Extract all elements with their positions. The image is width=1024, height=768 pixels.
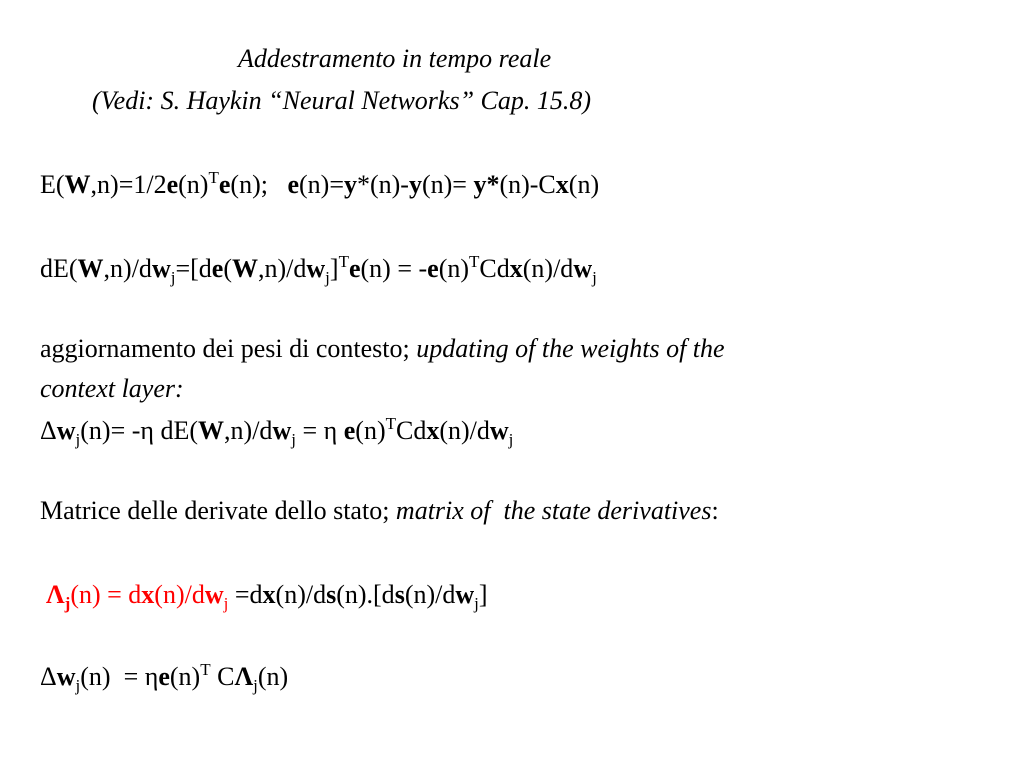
eq2-W: W [77, 254, 104, 283]
eq1-y: y [343, 170, 357, 199]
eq2-text: =[d [175, 254, 212, 283]
eq1-text: (n)= [421, 170, 474, 199]
eq1-text: (n)-C [499, 170, 556, 199]
eq5-text: C [210, 662, 235, 691]
eq3-subscript-j: j [508, 430, 514, 449]
eq5-eta-symbol: η [144, 662, 159, 691]
eq5-text: (n) [257, 662, 289, 691]
eq3-text: (n)= - [80, 416, 141, 445]
eq4-text: ] [478, 580, 488, 609]
eq5-text: (n) = [80, 662, 145, 691]
eq3-transpose: T [385, 414, 396, 433]
para1-english-text: updating of the weights of the [416, 334, 725, 363]
eq4-text: (n)/d [275, 580, 327, 609]
eq1-e: e [287, 170, 299, 199]
eq1-x: x [555, 170, 569, 199]
eq5-w: w [56, 662, 76, 691]
slide-subtitle [92, 84, 591, 118]
eq4-red-text: (n) = d [70, 580, 142, 609]
eq3-subscript-j: j [291, 430, 296, 449]
eq4-text: (n).[d [336, 580, 395, 609]
eq2-W: W [232, 254, 258, 283]
eq2-x: x [509, 254, 523, 283]
eq5-transpose: T [200, 660, 211, 679]
eq1-e: e [166, 170, 179, 199]
eq3-x: x [426, 416, 440, 445]
equation-final-update [40, 660, 288, 694]
title-line-2: (Vedi: S. Haykin “Neural Networks” Cap. 15.8) [92, 86, 592, 115]
eq3-eta-symbol: η [140, 416, 154, 445]
eq2-text: dE( [40, 254, 78, 283]
para1-italian-text: aggiornamento dei pesi di contesto; [40, 334, 417, 363]
eq5-subscript-j: j [253, 676, 258, 695]
eq2-text: (n) = - [360, 254, 428, 283]
eq1-text: (n) [178, 170, 209, 199]
eq2-text: (n)/d [522, 254, 574, 283]
eq1-y-star: y* [473, 170, 500, 199]
eq2-transpose: T [469, 252, 480, 271]
para2-italian-text: Matrice delle derivate dello stato; [40, 496, 396, 525]
eq1-text: (n) [568, 170, 600, 199]
eq3-text: Cd [396, 416, 427, 445]
eq1-W: W [64, 170, 91, 199]
eq2-transpose: T [338, 252, 349, 271]
eq1-text: (n); [230, 170, 288, 199]
eq3-delta-symbol: Δ [40, 416, 57, 445]
eq4-lambda-symbol: Λ [46, 580, 65, 609]
eq5-subscript-j: j [75, 676, 81, 695]
eq3-eta-symbol: η [323, 416, 338, 445]
eq4-w: w [204, 580, 224, 609]
eq4-s: s [326, 580, 337, 609]
eq2-subscript-j: j [170, 268, 176, 287]
paragraph-context-update [40, 332, 725, 366]
para1-english-text-cont: context layer: [40, 374, 184, 403]
eq2-text: (n) [438, 254, 470, 283]
eq4-subscript-j: j [64, 594, 71, 613]
eq4-text: =d [228, 580, 263, 609]
eq2-w: w [151, 254, 171, 283]
eq3-text: (n) [355, 416, 386, 445]
eq4-red-text: (n)/d [154, 580, 205, 609]
eq3-text: (n)/d [439, 416, 490, 445]
eq4-text: (n)/d [404, 580, 456, 609]
eq2-text: ] [329, 254, 339, 283]
eq1-text: (n)= [299, 170, 344, 199]
eq3-e: e [343, 416, 356, 445]
eq2-w: w [573, 254, 593, 283]
eq5-delta-symbol: Δ [40, 662, 57, 691]
eq3-w: w [56, 416, 76, 445]
eq1-text: E( [40, 170, 65, 199]
eq4-w: w [455, 580, 475, 609]
eq1-text: ,n)=1/2 [90, 170, 167, 199]
eq4-subscript-j: j [474, 594, 479, 613]
para2-colon: : [711, 496, 719, 525]
eq5-text: (n) [169, 662, 201, 691]
eq2-w: w [306, 254, 326, 283]
equation-error [40, 168, 599, 202]
title-line-1: Addestramento in tempo reale [238, 44, 552, 73]
eq5-e: e [158, 662, 170, 691]
eq4-s: s [394, 580, 405, 609]
equation-state-matrix [46, 578, 488, 612]
eq2-subscript-j: j [592, 268, 597, 287]
eq3-w: w [272, 416, 292, 445]
eq2-text: ,n)/d [258, 254, 307, 283]
paragraph-state-derivatives [40, 494, 719, 528]
eq4-x: x [141, 580, 155, 609]
eq1-e: e [218, 170, 231, 199]
eq3-subscript-j: j [75, 430, 81, 449]
eq3-w: w [489, 416, 509, 445]
eq2-text: ( [223, 254, 232, 283]
equation-gradient [40, 252, 597, 286]
eq2-text: ,n)/d [103, 254, 152, 283]
eq4-x: x [262, 580, 276, 609]
paragraph-context-update-cont [40, 372, 184, 406]
eq3-text: = [295, 416, 324, 445]
eq1-transpose: T [208, 168, 219, 187]
eq2-e: e [211, 254, 224, 283]
slide-title [238, 42, 551, 76]
eq3-W: W [198, 416, 225, 445]
eq5-lambda-symbol: Λ [234, 662, 254, 691]
equation-weight-update [40, 414, 513, 448]
eq1-y: y [408, 170, 422, 199]
para2-english-text: matrix of the state derivatives [395, 496, 712, 525]
eq2-subscript-j: j [325, 268, 330, 287]
eq3-text: ,n)/d [224, 416, 273, 445]
eq1-text: *(n)- [356, 170, 409, 199]
eq2-e: e [348, 254, 361, 283]
eq2-text: Cd [479, 254, 510, 283]
eq3-text: dE( [154, 416, 199, 445]
eq2-e: e [427, 254, 439, 283]
eq4-subscript-j: j [223, 594, 229, 613]
